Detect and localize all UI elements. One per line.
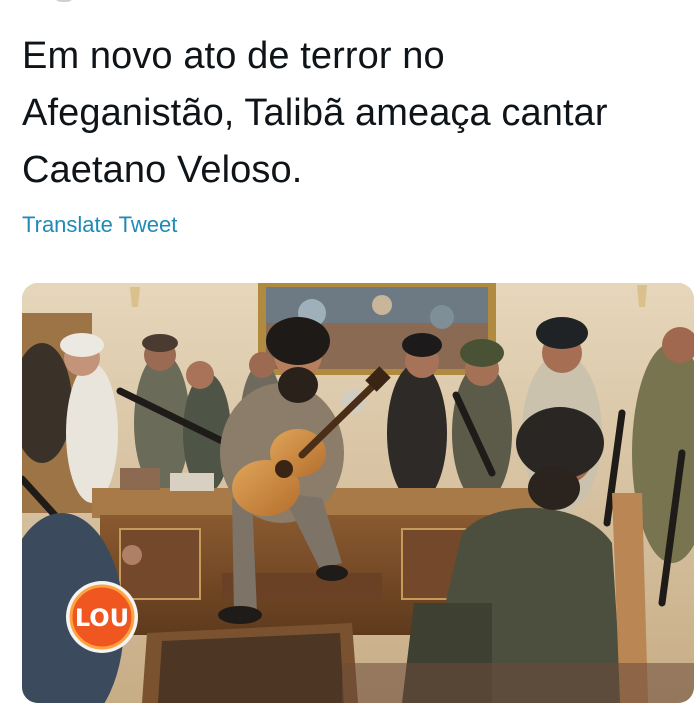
glass-table bbox=[142, 623, 358, 703]
tweet-text: Em novo ato de terror no Afeganistão, Talibã ameaça cantar Caetano Veloso. bbox=[22, 35, 608, 191]
watermark-text: LOU bbox=[74, 604, 130, 632]
lou-watermark-logo bbox=[62, 577, 142, 657]
avatar[interactable] bbox=[52, 0, 76, 2]
translate-tweet-link[interactable]: Translate Tweet bbox=[22, 212, 178, 237]
carpet bbox=[342, 663, 694, 703]
